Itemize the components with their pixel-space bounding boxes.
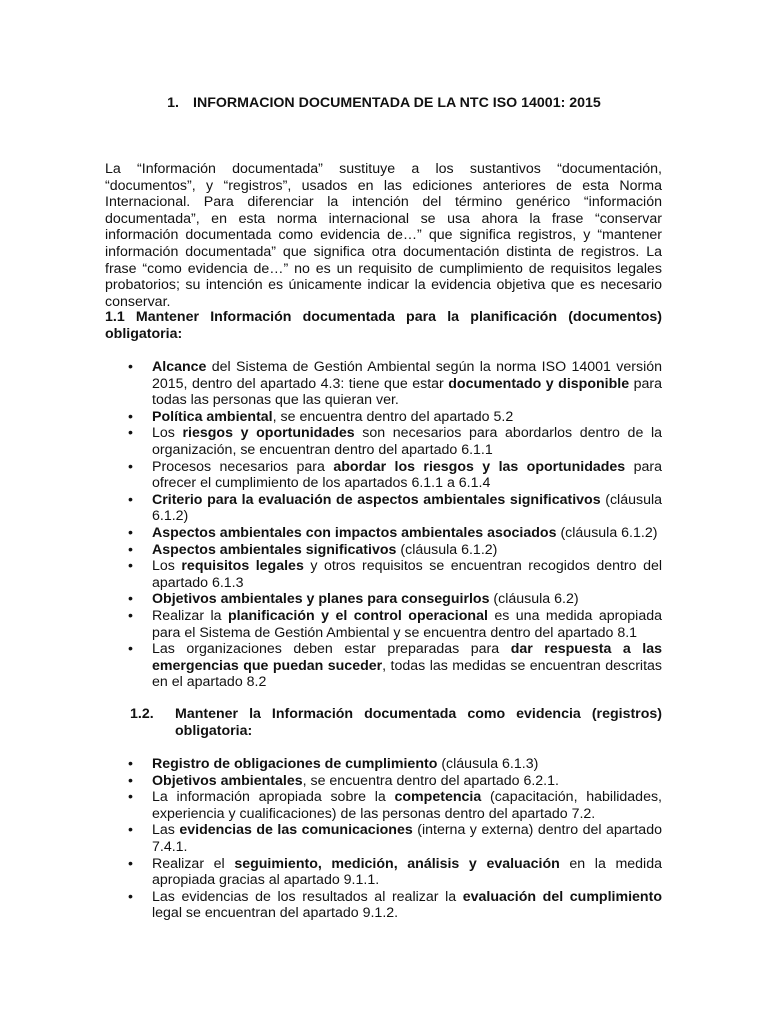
list-item-text: del Sistema de Gestión Ambiental según la norma ISO 14001 versión 2015, dentro del apartado 4.3: tiene que estar xyxy=(152,359,662,392)
list-item-bold: seguimiento, medición, análisis y evaluación xyxy=(234,855,560,872)
list-item-text: (cláusula 6.2) xyxy=(489,591,579,608)
list-item xyxy=(105,525,662,542)
section-heading-1-2 xyxy=(130,706,662,739)
bullet-icon: • xyxy=(128,558,133,575)
bullet-icon: • xyxy=(128,888,133,905)
list-item xyxy=(105,425,662,458)
list-section-1-2 xyxy=(105,756,662,922)
list-item-bold: Aspectos ambientales con impactos ambientales asociados xyxy=(152,524,557,541)
list-item-bold: planificación y el control operacional xyxy=(227,607,488,624)
list-item-text: son necesarios para abordarlos dentro de la organización, se encuentran dentro del apartado 6.1.1 xyxy=(152,425,663,458)
list-item xyxy=(105,889,662,922)
list-item-text: y otros requisitos se encuentran recogidos dentro del apartado 6.1.3 xyxy=(152,558,662,591)
list-item xyxy=(105,591,662,608)
list-item-text: Procesos necesarios para xyxy=(152,458,334,475)
list-item-text: Los xyxy=(152,558,182,575)
list-item xyxy=(105,492,662,525)
list-item xyxy=(105,359,662,409)
list-item-bold: competencia xyxy=(394,789,482,806)
bullet-icon: • xyxy=(128,541,133,558)
list-item xyxy=(105,789,662,822)
list-item-bold: abordar los riesgos y las oportunidades xyxy=(333,458,626,475)
list-item xyxy=(105,641,662,691)
list-item xyxy=(105,856,662,889)
list-item-text: Las organizaciones deben estar preparadas para xyxy=(152,641,511,658)
bullet-icon: • xyxy=(128,408,133,425)
list-item-text: Las xyxy=(152,822,180,839)
list-item-bold: requisitos legales xyxy=(181,558,304,575)
list-item-bold: Política ambiental xyxy=(152,408,273,425)
bullet-icon: • xyxy=(128,524,133,541)
list-item-text: Las evidencias de los resultados al realizar la xyxy=(152,888,463,905)
bullet-icon: • xyxy=(128,641,133,658)
intro-paragraph: La “Información documentada” sustituye a los sustantivos “documentación, “documentos”, y “registros”, usados en las ediciones anteriores de esta Norma Internacional. Para diferenciar la intención del término genérico “información documentada”, en esta norma internacional se usa ahora la frase “conservar información documentada como evidencia de…” que significa registros, y “mantener información documentada” que significa otra documentación distinta de registros. La frase “como evidencia de…” no es un requisito de cumplimiento de requisitos legales probatorios; su intención es únicamente indicar la evidencia objetiva que es necesario conservar. xyxy=(105,161,662,310)
bullet-icon: • xyxy=(128,425,133,442)
list-item-text: (interna y externa) dentro del apartado 7.4.1. xyxy=(152,822,662,855)
list-item-text: , se encuentra dentro del apartado 6.2.1. xyxy=(302,772,559,789)
bullet-icon: • xyxy=(128,591,133,608)
list-item-text: , se encuentra dentro del apartado 5.2 xyxy=(272,408,514,425)
list-item-bold: Alcance xyxy=(152,359,207,375)
list-item-bold: Objetivos ambientales y planes para conseguirlos xyxy=(152,591,490,608)
list-section-1-1 xyxy=(105,359,662,691)
title-number: 1. xyxy=(167,95,179,111)
list-item-text: , todas las medidas se encuentran descritas en el apartado 8.2 xyxy=(152,657,662,691)
list-item xyxy=(105,409,662,426)
list-item-text: Realizar la xyxy=(152,607,228,624)
title-text: INFORMACION DOCUMENTADA DE LA NTC ISO 14001: 2015 xyxy=(193,95,601,111)
list-item xyxy=(105,773,662,790)
section-1-2-text: Mantener la Información documentada como evidencia (registros) obligatoria: xyxy=(175,706,662,739)
list-item-bold: evaluación del cumplimiento xyxy=(462,888,662,905)
list-item xyxy=(105,542,662,559)
list-item-bold: Aspectos ambientales significativos xyxy=(152,541,397,558)
list-item xyxy=(105,756,662,773)
list-item-text: en la medida apropiada gracias al apartado 9.1.1. xyxy=(152,855,662,889)
document-title xyxy=(0,95,768,112)
list-item-text: (cláusula 6.1.3) xyxy=(437,756,539,772)
list-item-text: (capacitación, habilidades, experiencia y cualificaciones) de las personas dentro del apartado 7.2. xyxy=(152,789,662,822)
list-item-bold: dar respuesta a las emergencias que puedan suceder xyxy=(152,641,663,674)
list-item-bold: riesgos y oportunidades xyxy=(182,425,355,442)
list-item-bold: Registro de obligaciones de cumplimiento xyxy=(152,756,438,772)
bullet-icon: • xyxy=(128,359,133,375)
bullet-icon: • xyxy=(128,458,133,475)
section-1-2-number: 1.2. xyxy=(130,706,154,722)
list-item-text: Realizar el xyxy=(152,855,235,872)
section-heading-1-1: 1.1 Mantener Información documentada para la planificación (documentos) obligatoria: xyxy=(105,309,662,342)
list-item-text: La información apropiada sobre la xyxy=(152,789,395,806)
list-item-text: legal se encuentran del apartado 9.1.2. xyxy=(152,905,399,922)
list-item xyxy=(105,822,662,855)
list-item-text: para ofrecer el cumplimiento de los apartados 6.1.1 a 6.1.4 xyxy=(152,458,662,492)
list-item-bold: Objetivos ambientales xyxy=(152,772,303,789)
list-item xyxy=(105,459,662,492)
bullet-icon: • xyxy=(128,789,133,806)
list-item xyxy=(105,558,662,591)
bullet-icon: • xyxy=(128,607,133,624)
list-item-text: (cláusula 6.1.2) xyxy=(556,524,658,541)
list-item-text: para todas las personas que las quieran ver. xyxy=(152,375,662,409)
list-item-bold: evidencias de las comunicaciones xyxy=(179,822,413,839)
list-item-text: Los xyxy=(152,425,183,442)
bullet-icon: • xyxy=(128,772,133,789)
bullet-icon: • xyxy=(128,491,133,508)
list-item-text: (cláusula 6.1.2) xyxy=(396,541,498,558)
bullet-icon: • xyxy=(128,855,133,872)
bullet-icon: • xyxy=(128,822,133,839)
list-item-bold: Criterio para la evaluación de aspectos ambientales significativos xyxy=(152,491,601,508)
list-item-text: (cláusula 6.1.2) xyxy=(152,491,662,525)
bullet-icon: • xyxy=(128,756,133,772)
list-item xyxy=(105,608,662,641)
list-item-bold: documentado y disponible xyxy=(448,375,630,392)
list-item-text: es una medida apropiada para el Sistema de Gestión Ambiental y se encuentra dentro del apartado 8.1 xyxy=(152,607,662,641)
